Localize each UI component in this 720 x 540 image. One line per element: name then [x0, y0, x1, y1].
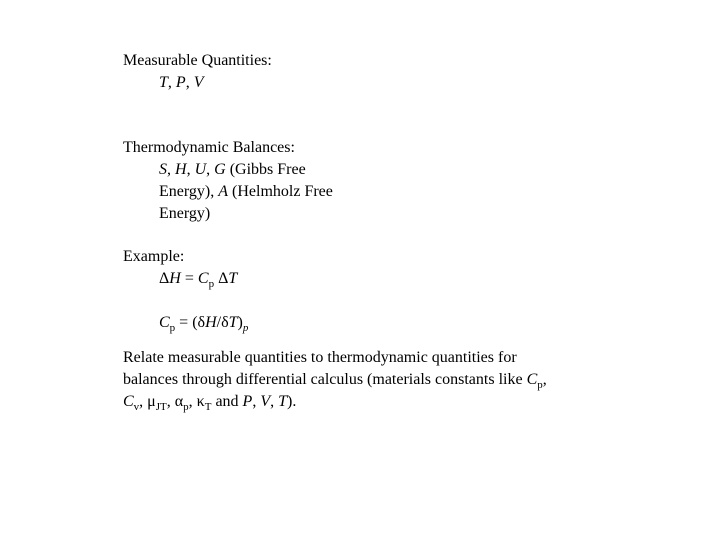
var-v: V	[193, 74, 204, 91]
var-p: P	[242, 393, 253, 410]
comma: ,	[542, 371, 547, 388]
sep: ,	[166, 393, 175, 410]
var-c: C	[123, 393, 134, 410]
var-t: T	[228, 270, 238, 287]
var-h: H	[205, 314, 217, 331]
sep: ,	[206, 161, 215, 178]
sep: ,	[252, 393, 261, 410]
subscript-t: T	[204, 401, 212, 413]
var-c: C	[526, 371, 538, 388]
subscript-p: p	[537, 379, 543, 391]
var-u: U	[194, 161, 207, 178]
equals-paren: = (	[175, 314, 198, 331]
measurable-variables	[159, 72, 203, 94]
balances-heading: Thermodynamic Balances:	[123, 139, 295, 156]
subscript-v: v	[133, 401, 140, 413]
delta-symbol: Δ	[159, 270, 170, 287]
balances-line-2	[159, 181, 333, 203]
relate-line-1: Relate measurable quantities to thermodynamic quantities for	[123, 349, 517, 366]
var-t: T	[278, 393, 288, 410]
helmholz-text: (Helmholz Free	[228, 183, 333, 200]
slash: /	[216, 314, 222, 331]
relate-line-2	[123, 369, 547, 391]
enthalpy-equation	[159, 268, 237, 290]
sep: ,	[139, 393, 148, 410]
and-text: and	[211, 393, 243, 410]
var-v: V	[260, 393, 271, 410]
sep: ,	[270, 393, 279, 410]
sep: ,	[167, 161, 175, 178]
var-g: G	[214, 161, 226, 178]
partial-delta: δ	[221, 314, 229, 331]
equals: =	[180, 270, 198, 287]
var-c: C	[197, 270, 209, 287]
balances-line-3: Energy)	[159, 205, 211, 222]
sep: ,	[188, 393, 197, 410]
relate-text: balances through differential calculus (materials constants like	[123, 371, 527, 388]
measurable-heading: Measurable Quantities:	[123, 52, 272, 69]
kappa-symbol: κ	[196, 393, 205, 410]
heat-capacity-equation	[159, 312, 248, 334]
var-t: T	[228, 314, 238, 331]
var-a: A	[218, 183, 229, 200]
var-t: T	[159, 74, 168, 91]
var-h: H	[175, 161, 187, 178]
sep: ,	[167, 74, 176, 91]
var-s: S	[159, 161, 167, 178]
sep: ,	[185, 74, 194, 91]
balances-line-1	[159, 159, 306, 181]
mu-symbol: μ	[147, 393, 156, 410]
var-h: H	[169, 270, 181, 287]
end-text: ).	[287, 393, 297, 410]
delta-symbol: Δ	[218, 270, 229, 287]
close-paren: )	[237, 314, 243, 331]
var-p: P	[175, 74, 186, 91]
sep: ,	[186, 161, 195, 178]
subscript-p: p	[183, 401, 189, 413]
subscript-jt: JT	[155, 401, 167, 413]
subscript-p: p	[242, 322, 249, 334]
var-c: C	[159, 314, 170, 331]
example-heading: Example:	[123, 248, 185, 265]
subscript-p: p	[208, 278, 215, 290]
subscript-p: p	[169, 322, 176, 334]
alpha-symbol: α	[174, 393, 184, 410]
energy-text: Energy),	[159, 183, 219, 200]
partial-delta: δ	[197, 314, 206, 331]
gibbs-text: (Gibbs Free	[225, 161, 306, 178]
relate-line-3	[123, 391, 296, 413]
